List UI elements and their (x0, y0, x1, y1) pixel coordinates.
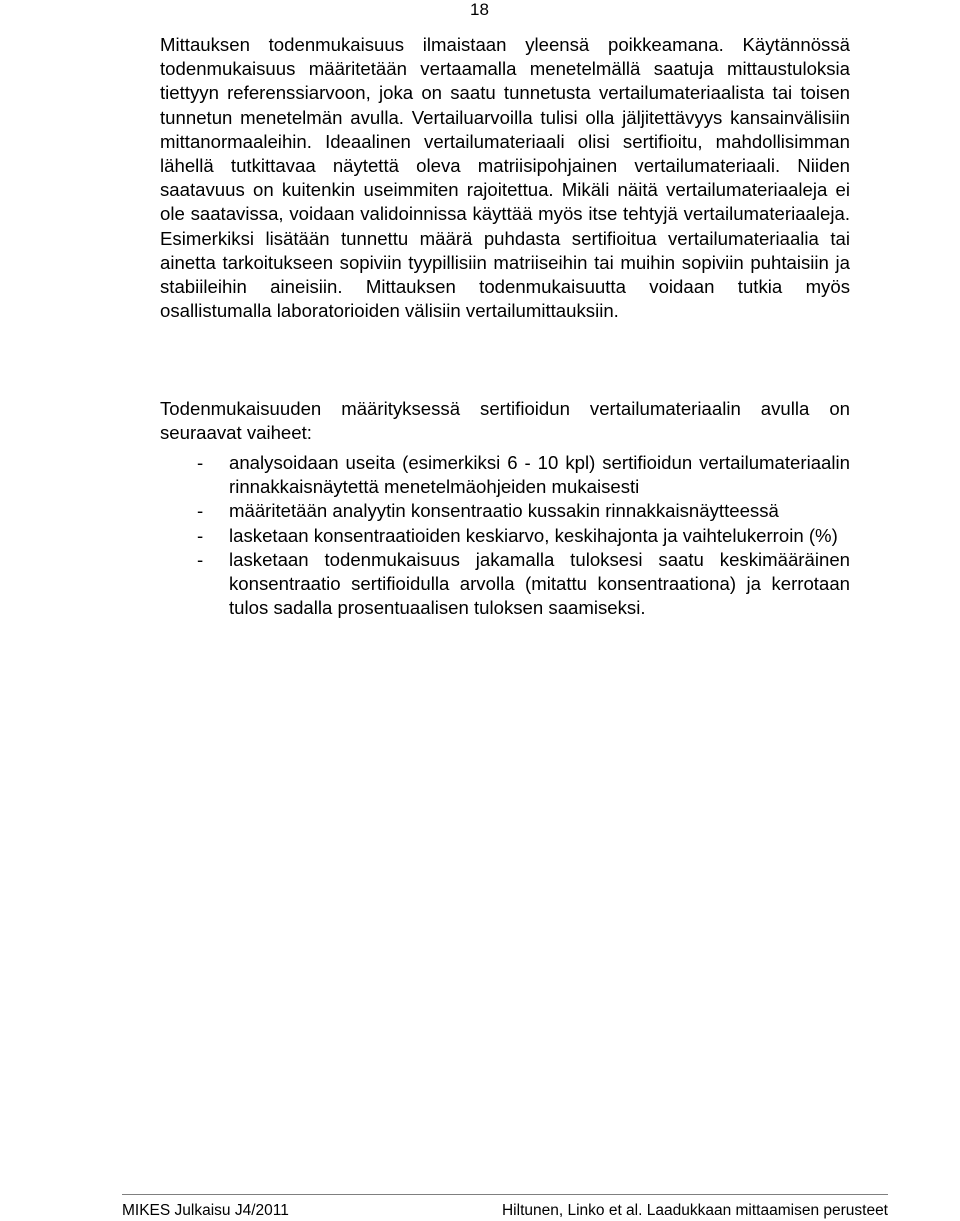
footer-publication: MIKES Julkaisu J4/2011 (122, 1202, 289, 1219)
list-dash: - (197, 524, 204, 546)
list-item (160, 499, 850, 523)
list-item (160, 524, 850, 548)
list-item (160, 548, 850, 621)
body-paragraph-trueness-definition: Mittauksen todenmukaisuus ilmaistaan yleensä poikkeamana. Käytännössä todenmukaisuus määritetään vertaamalla menetelmällä saatuja mittaustuloksia tiettyyn referenssiarvoon, joka on saatu tunnetusta vertailumateriaalista tai toisen tunnetun menetelmän avulla. Vertailuarvoilla tulisi olla jäljitettävyys kansainvälisiin mittanormaaleihin. Ideaalinen vertailumateriaali olisi sertifioitu, mahdollisimman lähellä tutkittavaa näytettä oleva matriisipohjainen vertailumateriaali. Niiden saatavuus on kuitenkin useimmiten rajoitettua. Mikäli näitä vertailumateriaaleja ei ole saatavissa, voidaan validoinnissa käyttää myös itse tehtyjä vertailumateriaaleja. Esimerkiksi lisätään tunnettu määrä puhdasta sertifioitua vertailumateriaalia tai ainetta tarkoitukseen sopiviin tyypillisiin matriiseihin tai muihin sopiviin puhtaisiin ja stabiileihin aineisiin. Mittauksen todenmukaisuutta voidaan tutkia myös osallistumalla laboratorioiden välisiin vertailumittauksiin. (160, 34, 850, 322)
footer-authors-title: Hiltunen, Linko et al. Laadukkaan mittaamisen perusteet (501, 1202, 888, 1219)
list-item-text: lasketaan konsentraatioiden keskiarvo, keskihajonta ja vaihtelukerroin (%) (229, 524, 838, 546)
list-item-text: määritetään analyytin konsentraatio kussakin rinnakkaisnäytteessä (229, 500, 779, 522)
footer-divider (122, 1194, 888, 1195)
list-dash: - (197, 548, 204, 570)
body-paragraph-steps-intro: Todenmukaisuuden määrityksessä sertifioidun vertailumateriaalin avulla on seuraavat vaiheet: (160, 398, 850, 444)
list-item-text: lasketaan todenmukaisuus jakamalla tuloksesi saatu keskimääräinen konsentraatio sertifioidulla arvolla (mitattu konsentraationa) ja kerrotaan tulos sadalla prosentuaalisen tuloksen saamiseksi. (229, 548, 850, 619)
list-dash: - (197, 452, 204, 473)
list-dash: - (197, 500, 204, 522)
steps-list (160, 451, 850, 620)
list-item-text: analysoidaan useita (esimerkiksi 6 - 10 kpl) sertifioidun vertailumateriaalin rinnakkaisnäytettä menetelmäohjeiden mukaisesti (229, 452, 850, 498)
page-number: 18 (470, 0, 489, 19)
list-item (160, 451, 850, 499)
